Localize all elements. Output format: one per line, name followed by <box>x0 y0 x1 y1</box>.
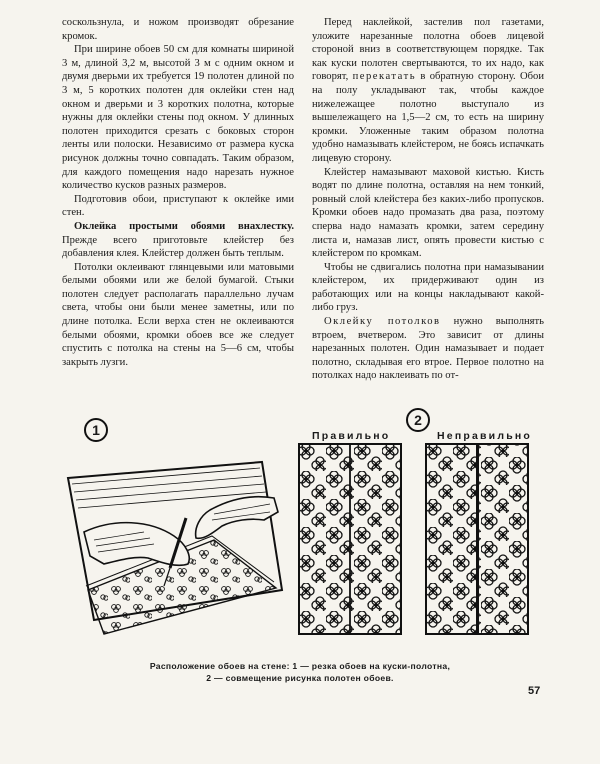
paragraph-text: нужно выполнять втроем, вчетвером. Это зависит от длины нарезанных полотен. Один намазывает и подает полотно, складывая его втрое. Первое полотно на потолках надо наклеивать по от- <box>312 316 544 382</box>
text-column-left <box>62 16 294 369</box>
figure-correct-matching <box>298 443 402 635</box>
paragraph: Клейстер намазывают маховой кистью. Кисть водят по длине полотна, оставляя на нем тонкий, ровный слой клейстера без каких-либо пропусков. Кромки обоев надо промазать два раза, поэтому сперва надо намазать кромки, затем середину листа и, намазав лист, опять провести кистью с клейстером по кромкам. <box>312 166 544 260</box>
caption-line: 2 — совмещение рисунка полотен обоев. <box>206 672 394 683</box>
paragraph: Потолки оклеивают глянцевыми или матовыми белыми обоями или же белой бумагой. Стыки полотен следует располагать параллельно лучам света, чтобы они были менее заметны, или по длине потолка. Если верха стен не оклеиваются белыми обоями, кромки обоев все же следует спустить с потолка на стены на 5—6 см, чтобы закрыть лузги. <box>62 261 294 368</box>
figure-cutting-illustration <box>64 440 290 640</box>
label-incorrect: Неправильно <box>437 430 533 442</box>
paragraph: Чтобы не сдвигались полотна при намазывании клейстером, их придерживают один из работающих или на концы накладывают какой-либо груз. <box>312 261 544 314</box>
paragraph: соскользнула, и ножом производят обрезание кромок. <box>62 17 294 42</box>
label-correct: Правильно <box>312 430 391 442</box>
paragraph <box>312 315 544 383</box>
emphasized-term: перекатать <box>352 71 417 83</box>
paragraph-text: Прежде всего приготовьте клейстер без добавления клея. Клейстер должен быть теплым. <box>62 234 294 260</box>
paragraph <box>312 16 544 166</box>
section-heading: Оклейка простыми обоями внахлестку. <box>74 220 294 232</box>
paragraph-text: в обратную сторону. Обои на полу укладывают так, чтобы каждое нижележащее полотно выступало из вышележащего на 1,5—2 см, то есть на ширину кромки. Уложенные таким образом полотна удобно намазывать клейстером, не боясь испачкать лицевую сторону. <box>312 71 544 164</box>
text-column-right <box>312 16 544 383</box>
figure-caption <box>60 661 540 684</box>
figure-incorrect-matching <box>425 443 529 635</box>
paragraph-text: Перед наклейкой, застелив пол газетами, уложите нарезанные полотна обоев лицевой стороной вниз в соответствующем порядке. Так как куски полотен свертываются, то их надо, как говорят, <box>312 17 544 83</box>
figure-2-number: 2 <box>406 408 430 432</box>
paragraph: Подготовив обои, приступают к оклейке ими стен. <box>62 193 294 219</box>
emphasized-term: Оклейку потолков <box>324 316 441 328</box>
caption-line: Расположение обоев на стене: 1 — резка обоев на куски-полотна, <box>149 661 451 671</box>
paragraph <box>62 220 294 261</box>
paragraph: При ширине обоев 50 см для комнаты шириной 3 м, длиной 3,2 м, высотой 3 м с одним окном и двумя дверьми их требуется 19 полотен длиной по 3 м, 5 коротких полотен для оклейки стен над окном и дверьми и 3 коротких полотна, которые нужны для оклейки стены под окном. У длинных полотен приходится срезать с боковых сторон ленты или полоски. Независимо от размера куска рисунок должны точно совпадать. Таким образом, для каждого помещения надо нарезать нужное количество кусков разных размеров. <box>62 44 294 192</box>
page-number: 57 <box>528 685 541 697</box>
figure-1-number: 1 <box>84 418 108 442</box>
